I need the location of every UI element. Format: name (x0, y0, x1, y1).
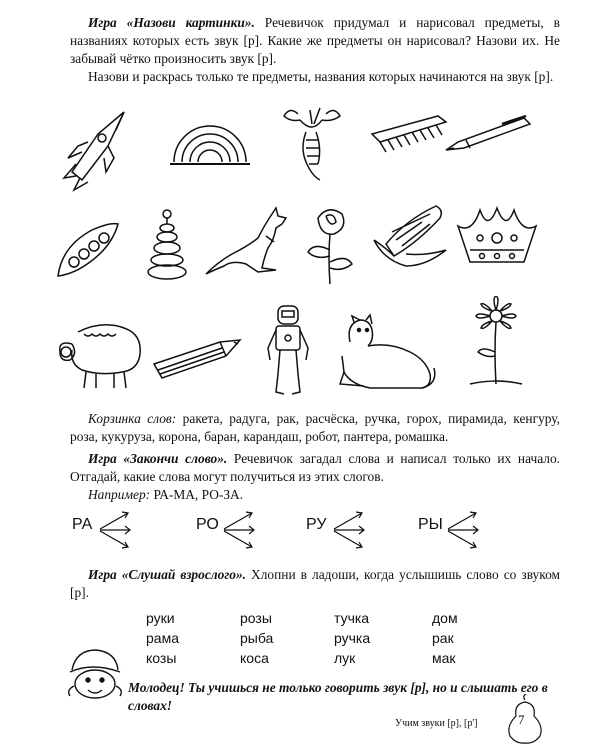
word-item: розы (240, 610, 272, 626)
arrows-icon (222, 507, 262, 553)
pen-icon (442, 112, 534, 156)
rose-icon (300, 200, 358, 286)
syllable-ry: РЫ (418, 516, 443, 533)
crown-icon (452, 204, 542, 270)
mascot-icon (62, 646, 124, 702)
corn-icon (366, 200, 452, 274)
word-basket-label: Корзинка слов: (88, 411, 177, 426)
word-column (240, 608, 273, 668)
comb-icon (368, 112, 450, 156)
word-item: мак (432, 650, 456, 666)
syllable-ra: РА (72, 516, 93, 533)
arrows-icon (98, 507, 138, 553)
game1-text: Речевичок придумал и нарисовал предметы, в названиях которых есть звук [р]. Какие же предметы он нарисовал? Назови их. Не забывай чётко произносить звук [р]. (70, 15, 560, 66)
syllable-ru: РУ (306, 516, 327, 533)
word-item: рыба (240, 630, 274, 646)
word-item: рак (432, 630, 454, 646)
game3-paragraph (70, 566, 560, 602)
ram-icon (52, 318, 144, 390)
word-item: лук (334, 650, 356, 666)
arrows-icon (446, 507, 486, 553)
example-text: РА-МА, РО-ЗА. (150, 487, 244, 502)
game3-title: Игра «Слушай взрослого». (88, 567, 247, 582)
pear-icon (500, 694, 550, 744)
word-item: тучка (334, 610, 370, 626)
word-basket-words: ракета, радуга, рак, расчёска, ручка, горох, пирамида, кенгуру, роза, кукуруза, корона, баран, карандаш, робот, пантера, ромашка. (70, 411, 560, 444)
word-column (334, 608, 370, 668)
pea-pod-icon (52, 216, 124, 284)
game2-title: Игра «Закончи слово». (88, 451, 228, 466)
game1-task: Назови и раскрась только те предметы, названия которых начинаются на звук [р]. (88, 69, 554, 84)
kangaroo-icon (202, 206, 294, 278)
word-basket (70, 410, 560, 446)
daisy-icon (466, 296, 526, 388)
word-item: ручка (334, 630, 371, 646)
footer-title: Учим звуки [р], [р'] (395, 718, 478, 729)
syllable-ro: РО (196, 516, 219, 533)
game3-text: Хлопни в ладоши, когда услышишь слово со звуком [р]. (70, 567, 560, 600)
pyramid-toy-icon (142, 208, 192, 286)
robot-icon (264, 302, 312, 398)
word-item: коса (240, 650, 269, 666)
game2-paragraph (70, 450, 560, 486)
game1-paragraph (70, 14, 560, 68)
word-item: козы (146, 650, 177, 666)
rainbow-icon (168, 112, 252, 168)
word-column (146, 608, 179, 668)
word-column (432, 608, 458, 668)
word-item: дом (432, 610, 458, 626)
example-label: Например: (88, 487, 151, 502)
rocket-icon (58, 106, 130, 192)
praise-text: Молодец! Ты учишься не только говорить звук [р], но и слышать его в словах! (128, 680, 548, 714)
word-item: рама (146, 630, 179, 646)
word-item: руки (146, 610, 175, 626)
game2-example (70, 486, 560, 504)
game2-text: Речевичок загадал слова и написал только их начало. Отгадай, какие слова могут получиться из этих слогов. (70, 451, 561, 484)
crayfish-icon (276, 104, 346, 184)
arrows-icon (332, 507, 372, 553)
game1-title: Игра «Назови картинки». (88, 15, 255, 30)
page-number: 7 (518, 712, 525, 727)
pencil-icon (148, 334, 246, 382)
panther-icon (330, 312, 442, 396)
